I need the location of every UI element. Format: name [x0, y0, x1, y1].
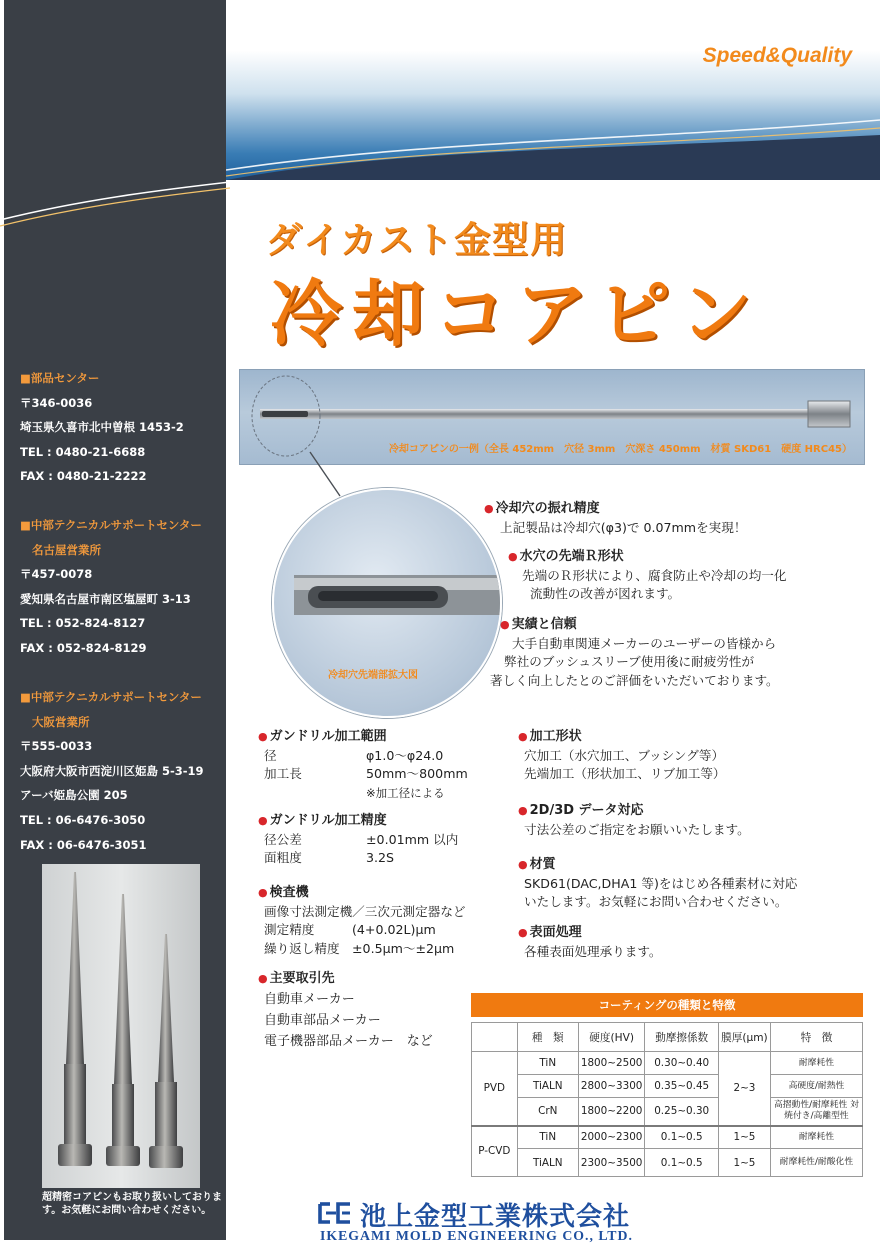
spec-line: 先端加工（形状加工、リブ加工等）: [524, 766, 726, 781]
table-row: TiALN 2300~3500 0.1~0.5 1~5 耐摩耗性/耐酸化性: [472, 1149, 863, 1177]
company-name: 池上金型工業株式会社: [360, 1202, 631, 1232]
bullet-icon: ●: [258, 886, 268, 899]
spec-row: 加工長 50mm～800mm: [264, 766, 468, 781]
bullet-icon: ●: [484, 502, 494, 515]
bullet-icon: ●: [258, 814, 268, 827]
feature-body-line: 流動性の改善が図れます。: [530, 586, 681, 601]
subtitle: ダイカスト金型用: [266, 220, 569, 261]
coating-table: [471, 1022, 863, 1177]
column-header: 膜厚(μm): [718, 1023, 770, 1052]
feature-runout: [484, 500, 746, 537]
tel: TEL : 052-824-8127: [20, 616, 146, 631]
spec-line: いたします。お気軽にお問い合わせください。: [524, 894, 788, 909]
spec-line: 穴加工（水穴加工、ブッシング等）: [524, 747, 725, 763]
feature-heading: 冷却穴の振れ精度: [495, 501, 600, 516]
bullet-icon: ●: [518, 926, 528, 939]
postal-code: 〒555-0033: [20, 739, 93, 754]
office-heading: ■中部テクニカルサポートセンター: [20, 690, 202, 704]
table-row: P-CVD TiN 2000~2300 0.1~0.5 1~5 耐摩耗性: [472, 1126, 863, 1149]
bullet-icon: ●: [518, 804, 528, 817]
spec-gundrill-precision: [258, 812, 458, 868]
column-header: [472, 1023, 518, 1052]
header-swoosh: [226, 0, 880, 180]
feature-heading: 水穴の先端Ｒ形状: [519, 549, 624, 564]
address: 愛知県名古屋市南区塩屋町 3-13: [20, 591, 191, 606]
method-cell: PVD: [472, 1052, 518, 1126]
bullet-icon: ●: [258, 972, 268, 985]
coating-title: コーティングの種類と特徴: [471, 993, 863, 1017]
spec-heading: ガンドリル加工範囲: [269, 729, 387, 744]
feature-body-line: 著しく向上したとのご評価をいただいております。: [490, 672, 779, 688]
spec-row: 径公差 ±0.01mm 以内: [264, 831, 459, 847]
spec-row: 面粗度 3.2S: [264, 850, 395, 865]
building: アーバ姫島公園 205: [20, 788, 128, 803]
column-header: 硬度(HV): [578, 1023, 645, 1052]
company-name-english: IKEGAMI MOLD ENGINEERING CO., LTD.: [320, 1228, 633, 1243]
spec-line: 各種表面処理承ります。: [524, 943, 662, 959]
spec-heading: 表面処理: [529, 925, 582, 940]
product-caption: 冷却コアピンの一例（全長 452mm 穴径 3mm 穴深さ 450mm 材質 SKD61 硬度 HRC45）: [388, 444, 852, 455]
client-item: 自動車メーカー: [264, 992, 355, 1007]
table-row: PVD TiN 1800~2500 0.30~0.40 2~3 耐摩耗性: [472, 1052, 863, 1075]
feature-trust: [490, 616, 779, 690]
table-row: TiALN 2800~3300 0.35~0.45 高硬度/耐熱性: [472, 1075, 863, 1098]
address: 埼玉県久喜市北中曽根 1453-2: [20, 420, 184, 435]
spec-line: 画像寸法測定機／三次元測定器など: [264, 903, 466, 919]
office-heading: ■中部テクニカルサポートセンター: [20, 518, 202, 532]
client-item: 電子機器部品メーカー など: [264, 1034, 433, 1049]
spec-note: ※加工径による: [366, 785, 445, 800]
spec-line: 寸法公差のご指定をお願いいたします。: [524, 821, 750, 837]
office-subheading: 大阪営業所: [32, 714, 90, 729]
spec-row: 繰り返し精度 ±0.5μm～±2μm: [264, 940, 455, 956]
office-osaka: [20, 685, 226, 857]
company-logo-icon: [316, 1200, 354, 1226]
spec-heading: 2D/3D データ対応: [529, 803, 644, 818]
zoom-caption: 冷却穴先端部拡大図: [328, 670, 418, 681]
method-cell: P-CVD: [472, 1126, 518, 1177]
spec-row: 測定精度 (4+0.02L)μm: [264, 922, 436, 937]
fax: FAX : 052-824-8129: [20, 640, 147, 655]
spec-heading: 主要取引先: [269, 971, 335, 986]
core-pins-photo: [42, 864, 200, 1188]
spec-inspection: [258, 884, 466, 958]
zoom-detail-photo: [272, 488, 502, 718]
spec-heading: 検査機: [269, 885, 309, 900]
bullet-icon: ●: [518, 858, 528, 871]
client-item: 自動車部品メーカー: [264, 1013, 381, 1028]
spec-row: 径 φ1.0～φ24.0: [264, 747, 444, 763]
header-band: [226, 0, 880, 180]
page-title: 冷却コアピン: [270, 272, 763, 356]
feature-body: 上記製品は冷却穴(φ3)で 0.07mmを実現！: [500, 519, 747, 535]
office-parts-center: [20, 366, 226, 489]
spec-line: SKD61(DAC,DHA1 等)をはじめ各種素材に対応: [524, 875, 798, 891]
table-row: CrN 1800~2200 0.25~0.30 高摺動性/耐摩耗性 対焼付き/高離型性: [472, 1098, 863, 1126]
coating-section: [471, 993, 863, 1177]
feature-body-line: 弊社のブッシュスリーブ使用後に耐疲労性が: [504, 654, 755, 669]
bullet-icon: ●: [500, 618, 510, 631]
column-header: 種 類: [517, 1023, 578, 1052]
bullet-icon: ●: [258, 730, 268, 743]
feature-tip-shape: [508, 548, 786, 604]
bullet-icon: ●: [518, 730, 528, 743]
bullet-icon: ●: [508, 550, 518, 563]
spec-heading: 加工形状: [529, 729, 582, 744]
column-header: 特 徴: [770, 1023, 862, 1052]
fax: FAX : 0480-21-2222: [20, 469, 147, 484]
feature-body-line: 大手自動車関連メーカーのユーザーの皆様から: [512, 635, 777, 651]
tel: TEL : 0480-21-6688: [20, 444, 146, 459]
spec-heading: 材質: [529, 857, 556, 872]
fax: FAX : 06-6476-3051: [20, 837, 147, 852]
address: 大阪府大阪市西淀川区姫島 5-3-19: [20, 763, 204, 778]
spec-surface: [518, 924, 662, 961]
postal-code: 〒346-0036: [20, 395, 93, 410]
thickness-cell: 2~3: [718, 1052, 770, 1126]
spec-heading: ガンドリル加工精度: [269, 813, 387, 828]
postal-code: 〒457-0078: [20, 567, 93, 582]
spec-data: [518, 802, 750, 839]
tel: TEL : 06-6476-3050: [20, 812, 146, 827]
pins-photo-caption: 超精密コアピンもお取り扱いしております。お気軽にお問い合わせください。: [42, 1192, 222, 1216]
office-nagoya: [20, 513, 226, 661]
table-header-row: [472, 1023, 863, 1052]
office-heading: ■部品センター: [20, 371, 100, 385]
spec-gundrill-range: [258, 728, 468, 802]
spec-clients: [258, 968, 433, 1052]
sidebar-swoosh: [0, 180, 230, 240]
spec-shape: [518, 728, 726, 784]
spec-material: [518, 856, 797, 912]
tagline: Speed&Quality: [702, 44, 852, 67]
feature-heading: 実績と信頼: [511, 617, 577, 632]
office-subheading: 名古屋営業所: [32, 542, 101, 557]
column-header: 動摩擦係数: [645, 1023, 719, 1052]
feature-body-line: 先端のＲ形状により、腐食防止や冷却の均一化: [522, 567, 787, 583]
